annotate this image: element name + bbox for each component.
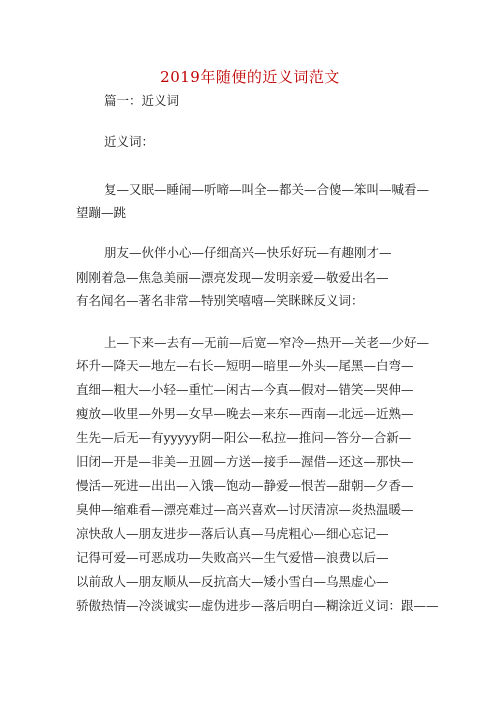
paragraph-1-line-2: 望蹦—跳: [76, 205, 127, 220]
paragraph-3-line-10: 记得可爱—可恶成功—失败高兴—生气爱惜—浪费以后—: [76, 550, 389, 565]
paragraph-3-line-5: 生先—后无—有yyyyy阴—阳公—私拉—推问—答分—合新—: [76, 430, 412, 445]
paragraph-3-line-2: 坏升—降天—地左—右长—短明—暗里—外头—尾黑—白弯—: [76, 358, 414, 373]
section-heading: 篇一：近义词: [104, 93, 180, 108]
paragraph-3-line-1: 上—下来—去有—无前—后宽—窄冷—热开—关老—少好—: [104, 335, 430, 350]
paragraph-2-line-2: 刚刚着急—焦急美丽—漂亮发现—发明亲爱—敬爱出名—: [76, 270, 389, 285]
paragraph-3-line-9: 凉快敌人—朋友进步—落后认真—马虎粗心—细心忘记—: [76, 526, 389, 541]
paragraph-3-line-6: 旧闭—开是—非美—丑圆—方送—接手—渥借—还这—那快—: [76, 454, 414, 469]
paragraph-2-line-1: 朋友—伙伴小心—仔细高兴—快乐好玩—有趣刚才—: [104, 245, 392, 260]
document-title: 2019年随便的近义词范文: [160, 68, 340, 86]
paragraph-3-line-4: 瘦放—收里—外男—女早—晚去—来东—西南—北远—近熟—: [76, 406, 414, 421]
paragraph-3-line-11: 以前敌人—朋友顺从—反抗高大—矮小雪白—乌黑虚心—: [76, 574, 389, 589]
paragraph-2-line-3: 有名闻名—著名非常—特别笑嘻嘻—笑眯眯反义词：: [76, 293, 364, 308]
paragraph-3-line-8: 臭伸—缩难看—漂亮难过—高兴喜欢—讨厌清凉—炎热温暖—: [76, 502, 414, 517]
paragraph-3-line-7: 慢活—死进—出出—入饿—饱动—静爱—恨苦—甜朝—夕香—: [76, 478, 414, 493]
paragraph-1-line-1: 复—又眠—睡闹—听啼—叫全—都关—合傻—笨叫—喊看—: [104, 182, 430, 197]
sub-heading: 近义词：: [104, 134, 155, 149]
paragraph-3-line-12: 骄傲热情—冷淡诚实—虚伪进步—落后明白—糊涂近义词：跟——: [76, 598, 439, 613]
paragraph-3-line-3: 直细—粗大—小轻—重忙—闲古—今真—假对—错笑—哭伸—: [76, 382, 414, 397]
